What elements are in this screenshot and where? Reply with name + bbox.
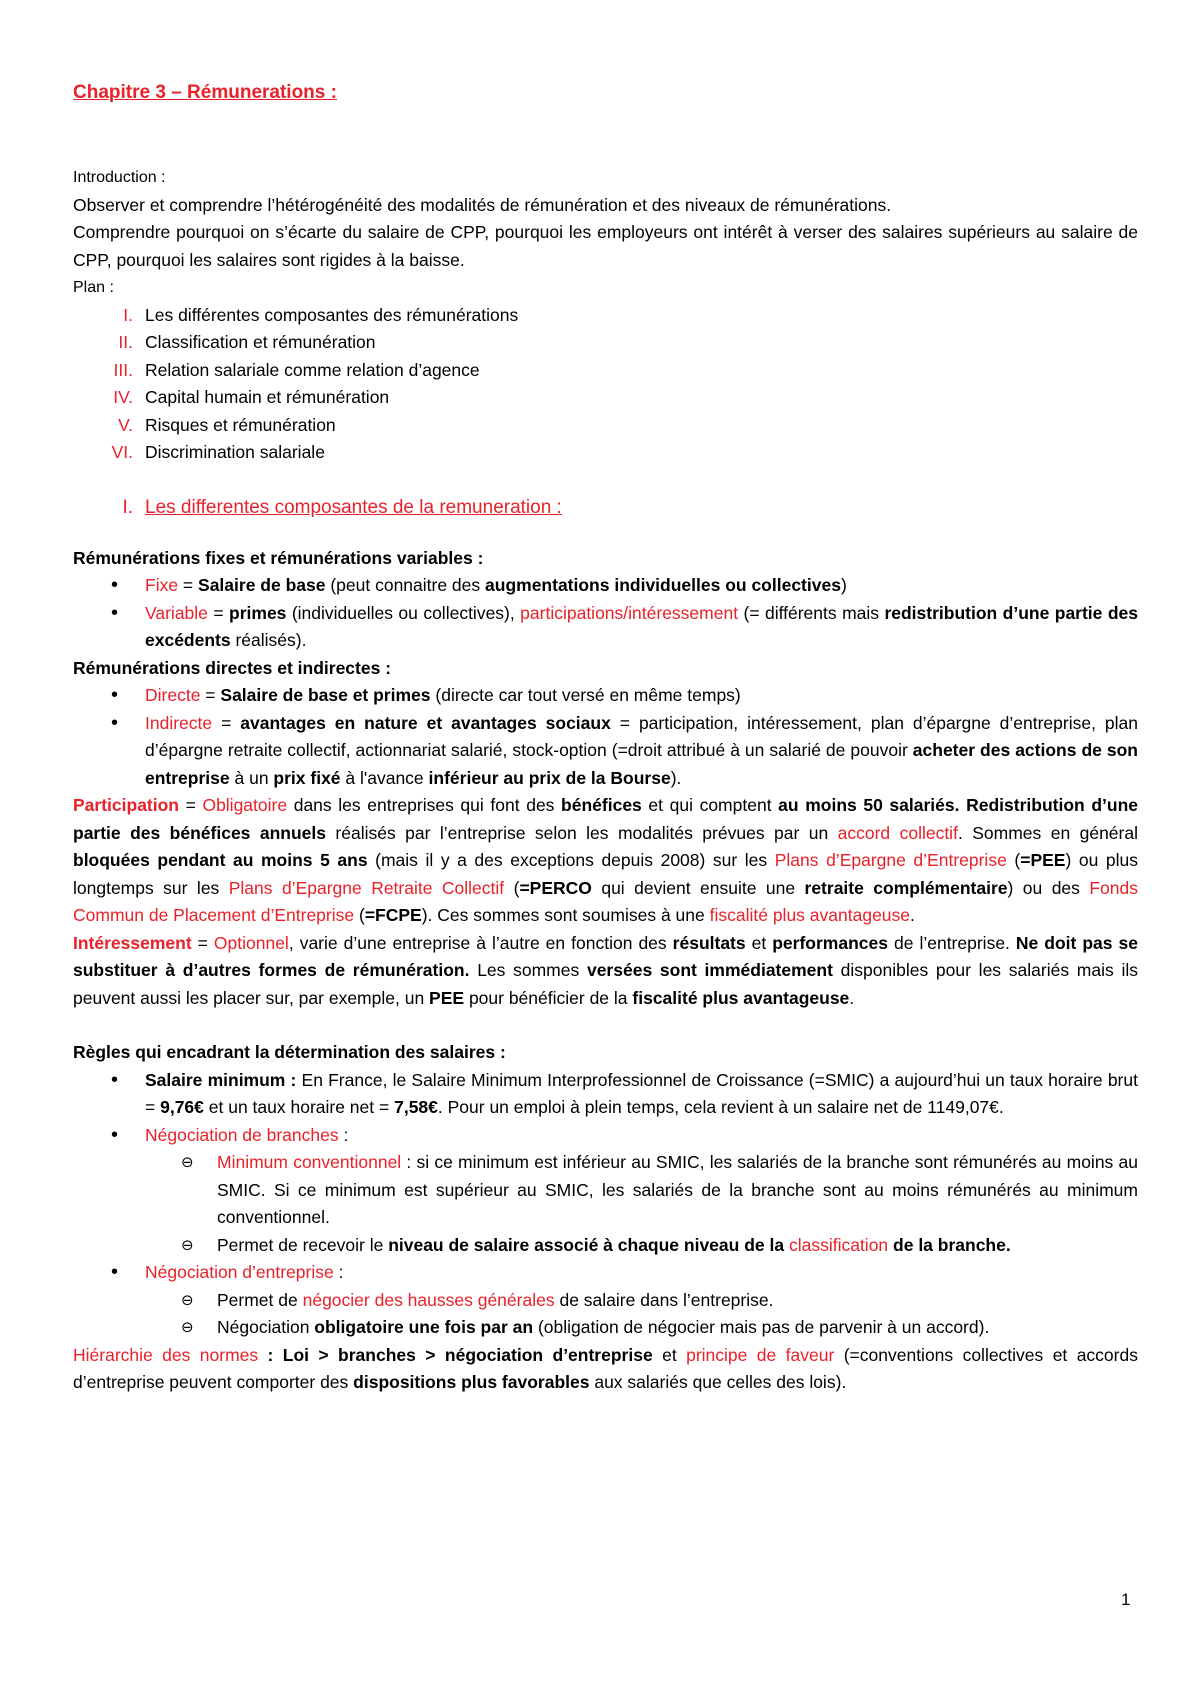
plan-list [73,302,1138,467]
text: à l'avance [340,767,429,788]
text: et qui comptent [641,795,779,815]
subheading-fixes-variables: Rémunérations fixes et rémunérations variables : [73,547,484,568]
text: dans les entreprises qui font des [287,795,562,815]
red-text: Optionnel [213,932,289,953]
bold-text: redistribution d’une partie des excédents [145,602,1138,650]
bold-text: avantages en nature et avantages sociaux [240,712,611,733]
bold-text: de la branche. [888,1234,1011,1255]
text: réalisés). [230,630,307,650]
list-item [73,600,1138,655]
text: . [849,987,855,1008]
page-number: 1 [1121,1590,1131,1609]
text: . Pour un emploi à plein temps, cela revient à un salaire net de 1149,07€. [437,1097,1004,1117]
circle-minus-icon: ⊖ [181,1319,194,1336]
bold-text: dispositions plus favorables [353,1372,590,1392]
red-text: Hiérarchie des normes [73,1344,259,1365]
chapter-title [73,78,1138,108]
term-fixe: Fixe [145,575,179,595]
text: ( [1006,850,1021,870]
circle-minus-icon: ⊖ [181,1236,194,1254]
bold-text: performances [772,932,888,953]
bold-text: primes [229,602,287,623]
text: et [652,1344,687,1365]
text: (obligation de négocier mais pas de parvenir à un accord). [533,1317,990,1337]
text: Négociation [217,1317,315,1337]
bold-text: Salaire de base [198,575,326,595]
text: (individuelles ou collectives), [286,602,521,623]
text: . [910,905,915,925]
bullet-icon: • [111,1123,119,1146]
term-participation: Participation [73,795,179,815]
text: = [207,602,230,623]
chapter-title-sep: – [165,82,188,103]
bold-text: : Loi > branches > négociation d’entreprise [258,1344,653,1365]
text: ) [840,575,847,595]
bold-text: Salaire minimum : [145,1069,297,1090]
list-item [73,1259,1138,1287]
intro-paragraph-2: Comprendre pourquoi on s’écarte du salaire de CPP, pourquoi les employeurs ont intérêt à verser des salaires supérieurs au salaire de CPP, pourquoi les salaires sont rigides à la baisse. [73,222,1138,270]
term-indirecte: Indirecte [145,712,213,733]
bold-text: PEE [429,987,465,1008]
bold-text: obligatoire une fois par an [314,1317,534,1337]
plan-item-label: Capital humain et rémunération [145,387,390,407]
section-heading [73,493,1138,523]
sub-list-item [73,1149,1138,1232]
plan-item-number: III. [113,359,133,380]
bullet-list-directes-indirectes [73,682,1138,792]
plan-item [73,329,1138,357]
bold-text: fiscalité plus avantageuse [632,987,850,1008]
red-text: Plans d’Epargne d’Entreprise [774,850,1007,870]
section-title: Les differentes composantes de la remuneration : [145,496,562,518]
plan-item-number: I. [123,304,133,325]
plan-item-label: Les différentes composantes des rémunérations [145,304,519,325]
participation-paragraph [73,792,1138,930]
text: réalisés par l’entreprise selon les modalités prévues par un [325,822,838,843]
text: ( [504,877,520,898]
bold-text: résultats [672,932,746,953]
text: . Sommes en général [957,822,1138,843]
text: = [191,932,214,953]
text: Permet de recevoir le [217,1234,389,1255]
red-text: Négociation de branches [145,1124,339,1145]
text: = participation, intéressement, plan d’épargne d’entreprise, plan d’épargne retraite collectif, actionnariat salarié, stock-option (=droit attribué à un salarié de pouvoir [145,712,1138,760]
bullet-list-regles [73,1067,1138,1150]
bullet-icon: • [111,601,119,624]
circle-minus-icon: ⊖ [181,1154,194,1171]
bullet-list-fixes-variables [73,572,1138,655]
red-text: principe de faveur [686,1344,835,1365]
text: ). Ces sommes sont soumises à une [421,905,710,925]
chapter-title-part1: Chapitre 3 [73,82,166,103]
list-item [73,1067,1138,1122]
list-item [73,682,1138,710]
red-text: Plans d’Epargne Retraite Collectif [228,877,505,898]
plan-item-label: Discrimination salariale [145,442,325,462]
interessement-paragraph [73,930,1138,1013]
text: : [333,1262,344,1282]
bold-text: acheter des actions de son entreprise [145,740,1138,788]
plan-item [73,439,1138,467]
red-text: Fonds Commun de Placement d’Entreprise [73,877,1138,925]
text: pour bénéficier de la [464,987,633,1008]
section-number: I. [122,496,133,518]
bullet-icon: • [111,711,119,734]
bold-text: =PEE [1020,850,1066,870]
plan-item-label: Classification et rémunération [145,332,376,352]
hierarchie-paragraph [73,1342,1138,1397]
red-text: classification [788,1234,889,1255]
text: Permet de [217,1289,303,1310]
plan-label: Plan : [73,279,114,296]
red-text: fiscalité plus avantageuse [709,905,911,925]
plan-item [73,412,1138,440]
text: : si ce minimum est inférieur au SMIC, les salariés de la branche sont rémunérés au moins au SMIC. Si ce minimum est supérieur au SMIC, les salariés de la branche sont au moins rémunérés au minimum conventionnel. [217,1152,1138,1227]
sub-list-item [73,1232,1138,1260]
text: = [179,795,203,815]
text: à un [229,767,274,788]
bullet-icon: • [111,574,119,596]
text: ) ou plus longtemps sur les [73,850,1138,898]
bullet-list-entreprise [73,1259,1138,1287]
text: aux salariés que celles des lois). [589,1372,847,1392]
red-text: Obligatoire [202,795,288,815]
bullet-icon: • [111,1261,119,1283]
red-text: accord collectif [837,822,958,843]
intro-label: Introduction : [73,169,166,186]
list-item [73,1122,1138,1150]
bold-text: au moins 50 salariés. Redistribution d’une partie des bénéfices annuels [73,795,1138,843]
text: (=conventions collectives et accords d’entreprise peuvent comporter des [73,1344,1138,1392]
text: Les sommes [469,960,587,980]
bold-text: niveau de salaire associé à chaque niveau de la [388,1234,789,1255]
text: , varie d’une entreprise à l’autre en fonction des [288,932,673,953]
red-text: négocier des hausses générales [302,1289,555,1310]
text: disponibles pour les salariés mais ils peuvent aussi les placer sur, par exemple, un [73,960,1138,1008]
text: ) ou des [1007,877,1090,898]
sub-list-item [73,1314,1138,1342]
text: (directe car tout versé en même temps) [430,685,741,705]
text: ). [670,767,682,788]
text: et [745,932,773,953]
text: et un taux horaire net = [203,1097,395,1117]
plan-item-number: IV. [113,387,133,407]
plan-item [73,384,1138,412]
text: = [212,712,241,733]
red-text: Minimum conventionnel [217,1152,402,1172]
text: (mais il y a des exceptions depuis 2008) sur les [367,850,775,870]
sub-list-branches [73,1149,1138,1259]
bold-text: inférieur au prix de la Bourse [428,767,671,788]
plan-item-label: Relation salariale comme relation d’agence [145,359,480,380]
bold-text: 9,76€ [160,1097,204,1117]
bold-text: Ne doit pas se substituer à d’autres formes de rémunération. [73,932,1138,980]
bold-text: Salaire de base et primes [220,685,431,705]
plan-item-label: Risques et rémunération [145,414,336,435]
text: = [178,575,199,595]
plan-item-number: VI. [111,442,133,462]
text: de salaire dans l’entreprise. [554,1289,774,1310]
text: de l’entreprise. [887,932,1016,953]
bold-text: versées sont immédiatement [586,960,833,980]
bullet-icon: • [111,1068,119,1091]
plan-item-number: II. [118,332,133,352]
plan-item [73,357,1138,385]
chapter-title-part2: Rémunerations : [187,82,337,103]
sub-list-item [73,1287,1138,1315]
document-page [73,78,1138,1397]
list-item [73,572,1138,600]
intro-paragraph-1: Observer et comprendre l’hétérogénéité des modalités de rémunération et des niveaux de rémunérations. [73,194,892,215]
text: En France, le Salaire Minimum Interprofessionnel de Croissance (=SMIC) a aujourd’hui un taux horaire brut = [145,1069,1138,1117]
term-interessement: Intéressement [73,932,192,953]
bold-text: =FCPE [364,905,422,925]
text: : [338,1124,349,1145]
bold-text: bénéfices [561,795,642,815]
spacer [73,1012,1138,1039]
term-directe: Directe [145,685,201,705]
plan-item [73,302,1138,330]
bold-text: 7,58€ [394,1097,438,1117]
bold-text: =PERCO [519,877,592,898]
bold-text: retraite complémentaire [804,877,1008,898]
text: = [200,685,221,705]
sub-list-entreprise [73,1287,1138,1342]
red-text: participations/intéressement [520,602,739,623]
subheading-directes-indirectes: Rémunérations directes et indirectes : [73,657,392,678]
subheading-regles: Règles qui encadrant la détermination des salaires : [73,1042,506,1062]
plan-item-number: V. [118,414,133,435]
bold-text: augmentations individuelles ou collectives [485,575,841,595]
list-item [73,710,1138,793]
text: qui devient ensuite une [591,877,805,898]
term-variable: Variable [145,602,208,623]
bullet-icon: • [111,684,119,706]
bold-text: bloquées pendant au moins 5 ans [73,850,368,870]
introduction [73,164,1138,467]
circle-minus-icon: ⊖ [181,1291,194,1309]
bold-text: prix fixé [273,767,341,788]
red-text: Négociation d’entreprise [145,1262,334,1282]
text: (peut connaitre des [325,575,486,595]
text: ( [354,905,365,925]
text: (= différents mais [738,602,885,623]
